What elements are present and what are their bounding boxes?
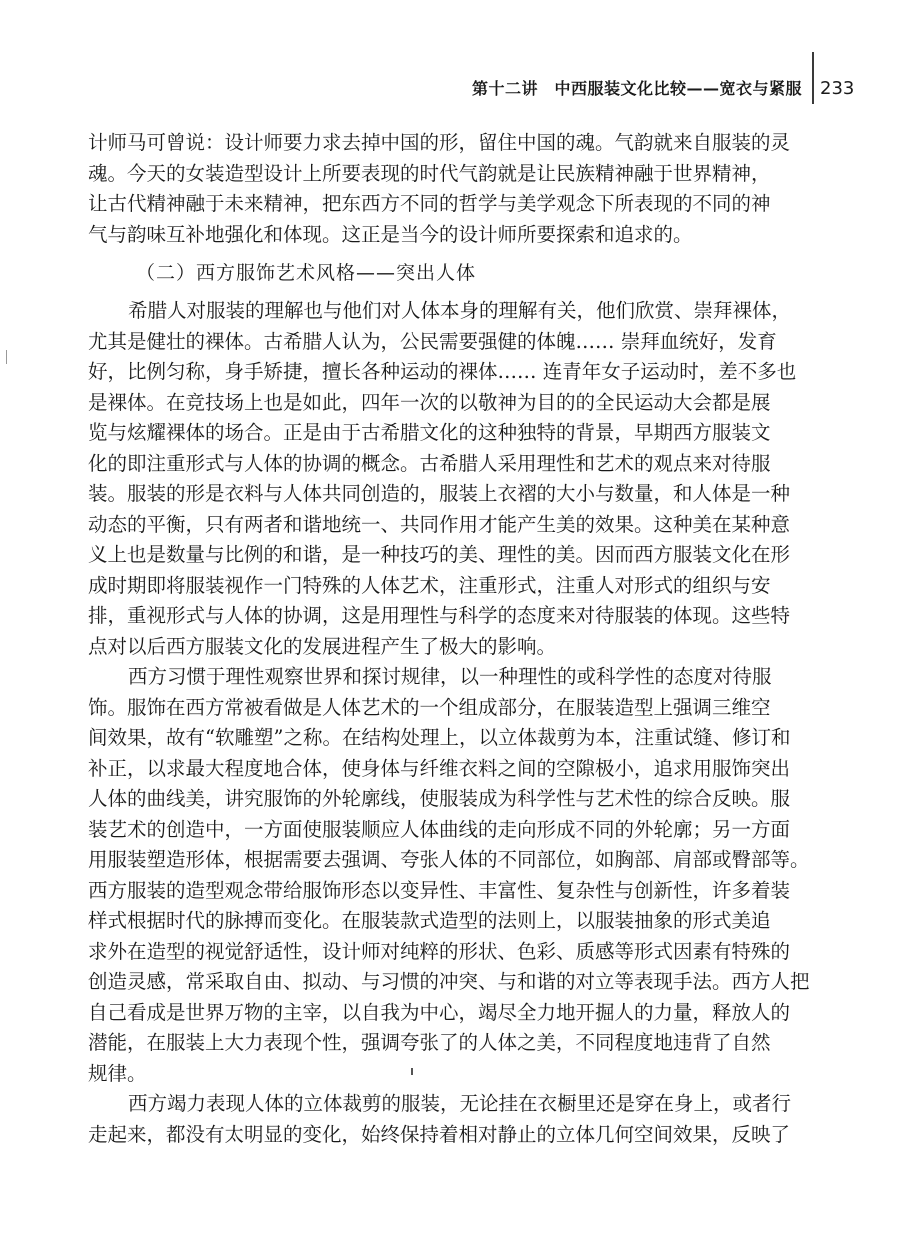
text-line: 西方服装的造型观念带给服饰形态以变异性、丰富性、复杂性与创新性，许多着装 [88,878,791,902]
paragraph-1 [88,128,816,250]
text-line: 是裸体。在竞技场上也是如此，四年一次的以敬神为目的的全民运动大会都是展 [88,390,771,414]
text-line: 人体的曲线美，讲究服饰的外轮廓线，使服装成为科学性与艺术性的综合反映。服 [88,787,791,810]
text-line: 自己看成是世界万物的主宰，以自我为中心，竭尽全力地开掘人的力量，释放人的 [88,1000,791,1024]
text-line: 化的即注重形式与人体的协调的概念。古希腊人采用理性和艺术的观点来对待服 [88,451,771,475]
text-line: 装艺术的创造中，一方面使服装顺应人体曲线的走向形成不同的外轮廓；另一方面 [88,817,791,841]
text-line: 成时期即将服装视作一门特殊的人体艺术，注重形式，注重人对形式的组织与安 [88,573,771,597]
text-line: 点对以后西方服装文化的发展进程产生了极大的影响。 [88,634,557,658]
text-line: 创造灵感，常采取自由、拟动、与习惯的冲突、与和谐的对立等表现手法。西方人把 [88,970,810,993]
text-line: 西方竭力表现人体的立体裁剪的服装，无论挂在衣橱里还是穿在身上，或者行 [128,1092,792,1115]
text-line: 潜能，在服装上大力表现个性，强调夸张了的人体之美，不同程度地违背了自然 [88,1031,771,1054]
text-line: 样式根据时代的脉搏而变化。在服装款式造型的法则上，以服装抽象的形式美追 [88,909,771,932]
scan-speck [411,1068,413,1075]
text-line: 补正，以求最大程度地合体，使身体与纤维衣料之间的空隙极小，追求用服饰突出 [88,756,791,780]
text-line: 求外在造型的视觉舒适性，设计师对纯粹的形状、色彩、质感等形式因素有特殊的 [88,939,791,963]
text-line: 间效果，故有“软雕塑”之称。在结构处理上，以立体裁剪为本，注重试缝、修订和 [88,726,791,749]
text-line: 魂。今天的女装造型设计上所要表现的时代气韵就是让民族精神融于世界精神， [88,161,771,185]
running-header [0,78,900,104]
running-title: 第十二讲 中西服装文化比较——宽衣与紧服 [471,79,802,98]
paragraph-3 [88,662,816,1089]
text-line: 用服装塑造形体，根据需要去强调、夸张人体的不同部位，如胸部、肩部或臀部等。 [88,848,810,871]
text-line: 尤其是健壮的裸体。古希腊人认为，公民需要强健的体魄…… 崇拜血统好，发育 [88,329,777,353]
text-line: 让古代精神融于未来精神，把东西方不同的哲学与美学观念下所表现的不同的神 [88,192,771,215]
section-heading: （二）西方服饰艺术风格——突出人体 [136,262,477,284]
text-line: 希腊人对服装的理解也与他们对人体本身的理解有关，他们欣赏、崇拜裸体， [128,299,792,322]
text-line: 排，重视形式与人体的协调，这是用理性与科学的态度来对待服装的体现。这些特 [88,604,791,627]
paragraph-2 [88,296,816,662]
scan-edge-mark [6,350,7,364]
text-line: 饰。服饰在西方常被看做是人体艺术的一个组成部分，在服装造型上强调三维空 [88,695,771,719]
body-text [88,128,816,1150]
text-line: 好，比例匀称，身手矫捷，擅长各种运动的裸体…… 连青年女子运动时，差不多也 [88,360,797,383]
text-line: 览与炫耀裸体的场合。正是由于古希腊文化的这种独特的背景，早期西方服装文 [88,421,771,444]
text-line: 西方习惯于理性观察世界和探讨规律，以一种理性的或科学性的态度对待服 [128,665,772,688]
text-line: 装。服装的形是衣料与人体共同创造的，服装上衣褶的大小与数量，和人体是一种 [88,482,791,505]
text-line: 气与韵味互补地强化和体现。这正是当今的设计师所要探索和追求的。 [88,222,693,246]
page-number: 233 [820,78,855,99]
text-line: 规律。 [88,1061,147,1085]
text-line: 动态的平衡，只有两者和谐地统一、共同作用才能产生美的效果。这种美在某种意 [88,512,791,536]
paragraph-4 [88,1089,816,1150]
text-line: 计师马可曾说：设计师要力求去掉中国的形，留住中国的魂。气韵就来自服装的灵 [88,131,791,154]
text-line: 走起来，都没有太明显的变化，始终保持着相对静止的立体几何空间效果，反映了 [88,1122,791,1146]
text-line: 义上也是数量与比例的和谐，是一种技巧的美、理性的美。因而西方服装文化在形 [88,543,791,566]
